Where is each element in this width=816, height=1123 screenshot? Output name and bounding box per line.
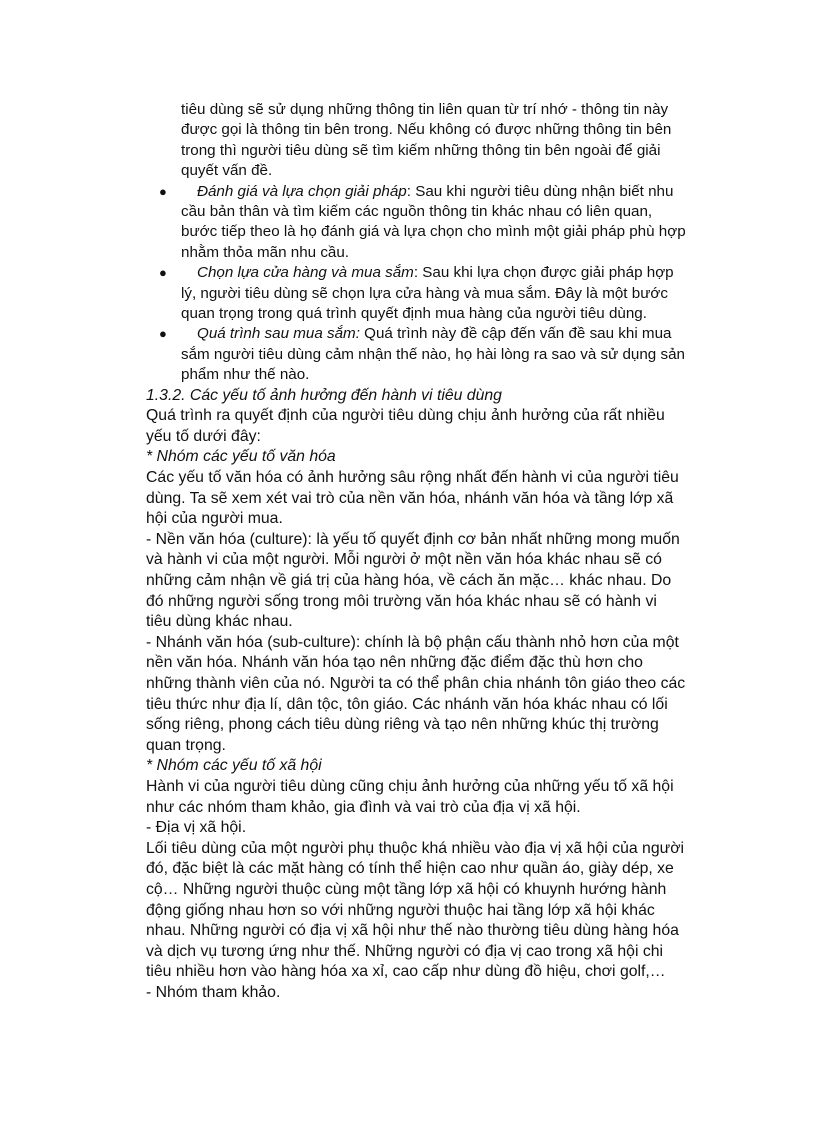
bullet-icon: ● (159, 265, 167, 281)
list-item-text: : Sau khi người tiêu dùng nhận biết nhu cầu bản thân và tìm kiếm các nguồn thông tin khác nhau có liên quan, bước tiếp theo là họ đánh giá và lựa chọn cho mình một giải pháp phù hợp nhằm thỏa mãn nhu cầu. (181, 182, 686, 261)
culture-heading: * Nhóm các yếu tố văn hóa (146, 448, 336, 466)
social-intro: Hành vi của người tiêu dùng cũng chịu ảnh hưởng của những yếu tố xã hội như các nhóm tham khảo, gia đình và vai trò của địa vị xã hội. (146, 777, 674, 816)
list-item-term: Đánh giá và lựa chọn giải pháp (197, 182, 407, 200)
status-paragraph: Lối tiêu dùng của một người phụ thuộc khá nhiều vào địa vị xã hội của người đó, đặc biệt là các mặt hàng có tính thể hiện cao như quần áo, giày dép, xe cộ… Những người thuộc cùng một tầng lớp xã hội có khuynh hướng hành động giống nhau hơn so với những người thuộc hai tầng lớp xã hội khác nhau. Những người có địa vị xã hội như thế nào thường tiêu dùng hàng hóa và dịch vụ tương ứng như thế. Những người có địa vị cao trong xã hội chi tiêu nhiều hơn vào hàng hóa xa xỉ, cao cấp như dùng đồ hiệu, chơi golf,… (146, 839, 685, 981)
list-item (146, 182, 686, 264)
list-item (146, 324, 686, 385)
decision-steps-list (146, 182, 686, 386)
section-intro: Quá trình ra quyết định của người tiêu dùng chịu ảnh hưởng của rất nhiều yếu tố dưới đây: (146, 407, 665, 445)
social-heading: * Nhóm các yếu tố xã hội (146, 757, 322, 775)
list-item-term: Chọn lựa cửa hàng và mua sắm (197, 264, 414, 282)
bullet-icon: ● (159, 183, 167, 199)
document-page (146, 100, 686, 1004)
intro-continuation: tiêu dùng sẽ sử dụng những thông tin liên quan từ trí nhớ - thông tin này được gọi là thông tin bên trong. Nếu không có được những thông tin bên trong thì người tiêu dùng sẽ tìm kiếm những thông tin bên ngoài để giải quyết vấn đề. (181, 101, 672, 180)
culture-paragraph: - Nền văn hóa (culture): là yếu tố quyết định cơ bản nhất những mong muốn và hành vi của một người. Mỗi người ở một nền văn hóa khác nhau sẽ có những cảm nhận về giá trị của hàng hóa, về cách ăn mặc… khác nhau. Do đó những người sống trong môi trường văn hóa khác nhau sẽ có hành vi tiêu dùng khác nhau. (146, 530, 680, 631)
list-item (146, 263, 686, 324)
subculture-paragraph: - Nhánh văn hóa (sub-culture): chính là bộ phận cấu thành nhỏ hơn của một nền văn hóa. Nhánh văn hóa tạo nên những đặc điểm đặc thù hơn cho những thành viên của nó. Người ta có thể phân chia nhánh tôn giáo theo các tiêu thức như địa lí, dân tộc, tôn giáo. Các nhánh văn hóa khác nhau có lối sống riêng, phong cách tiêu dùng riêng và tạo nên những khúc thị trường quan trọng. (146, 633, 686, 754)
list-item-term: Quá trình sau mua sắm: (197, 325, 360, 343)
culture-intro: Các yếu tố văn hóa có ảnh hưởng sâu rộng nhất đến hành vi của người tiêu dùng. Ta sẽ xem xét vai trò của nền văn hóa, nhánh văn hóa và tầng lớp xã hội của người mua. (146, 469, 679, 528)
main-body (146, 386, 686, 1004)
section-heading: 1.3.2. Các yếu tố ảnh hưởng đến hành vi tiêu dùng (146, 386, 502, 404)
reference-group-label: - Nhóm tham khảo. (146, 983, 281, 1001)
list-item-text: Quá trình này đề cập đến vấn đề sau khi mua sắm người tiêu dùng cảm nhận thế nào, họ hài lòng ra sao và sử dụng sản phẩm như thế nào. (181, 325, 685, 384)
list-item-text: : Sau khi lựa chọn được giải pháp hợp lý, người tiêu dùng sẽ chọn lựa cửa hàng và mua sắm. Đây là một bước quan trọng trong quá trình quyết định mua hàng của người tiêu dùng. (181, 264, 674, 323)
bullet-icon: ● (159, 326, 167, 342)
status-label: - Địa vị xã hội. (146, 819, 247, 837)
